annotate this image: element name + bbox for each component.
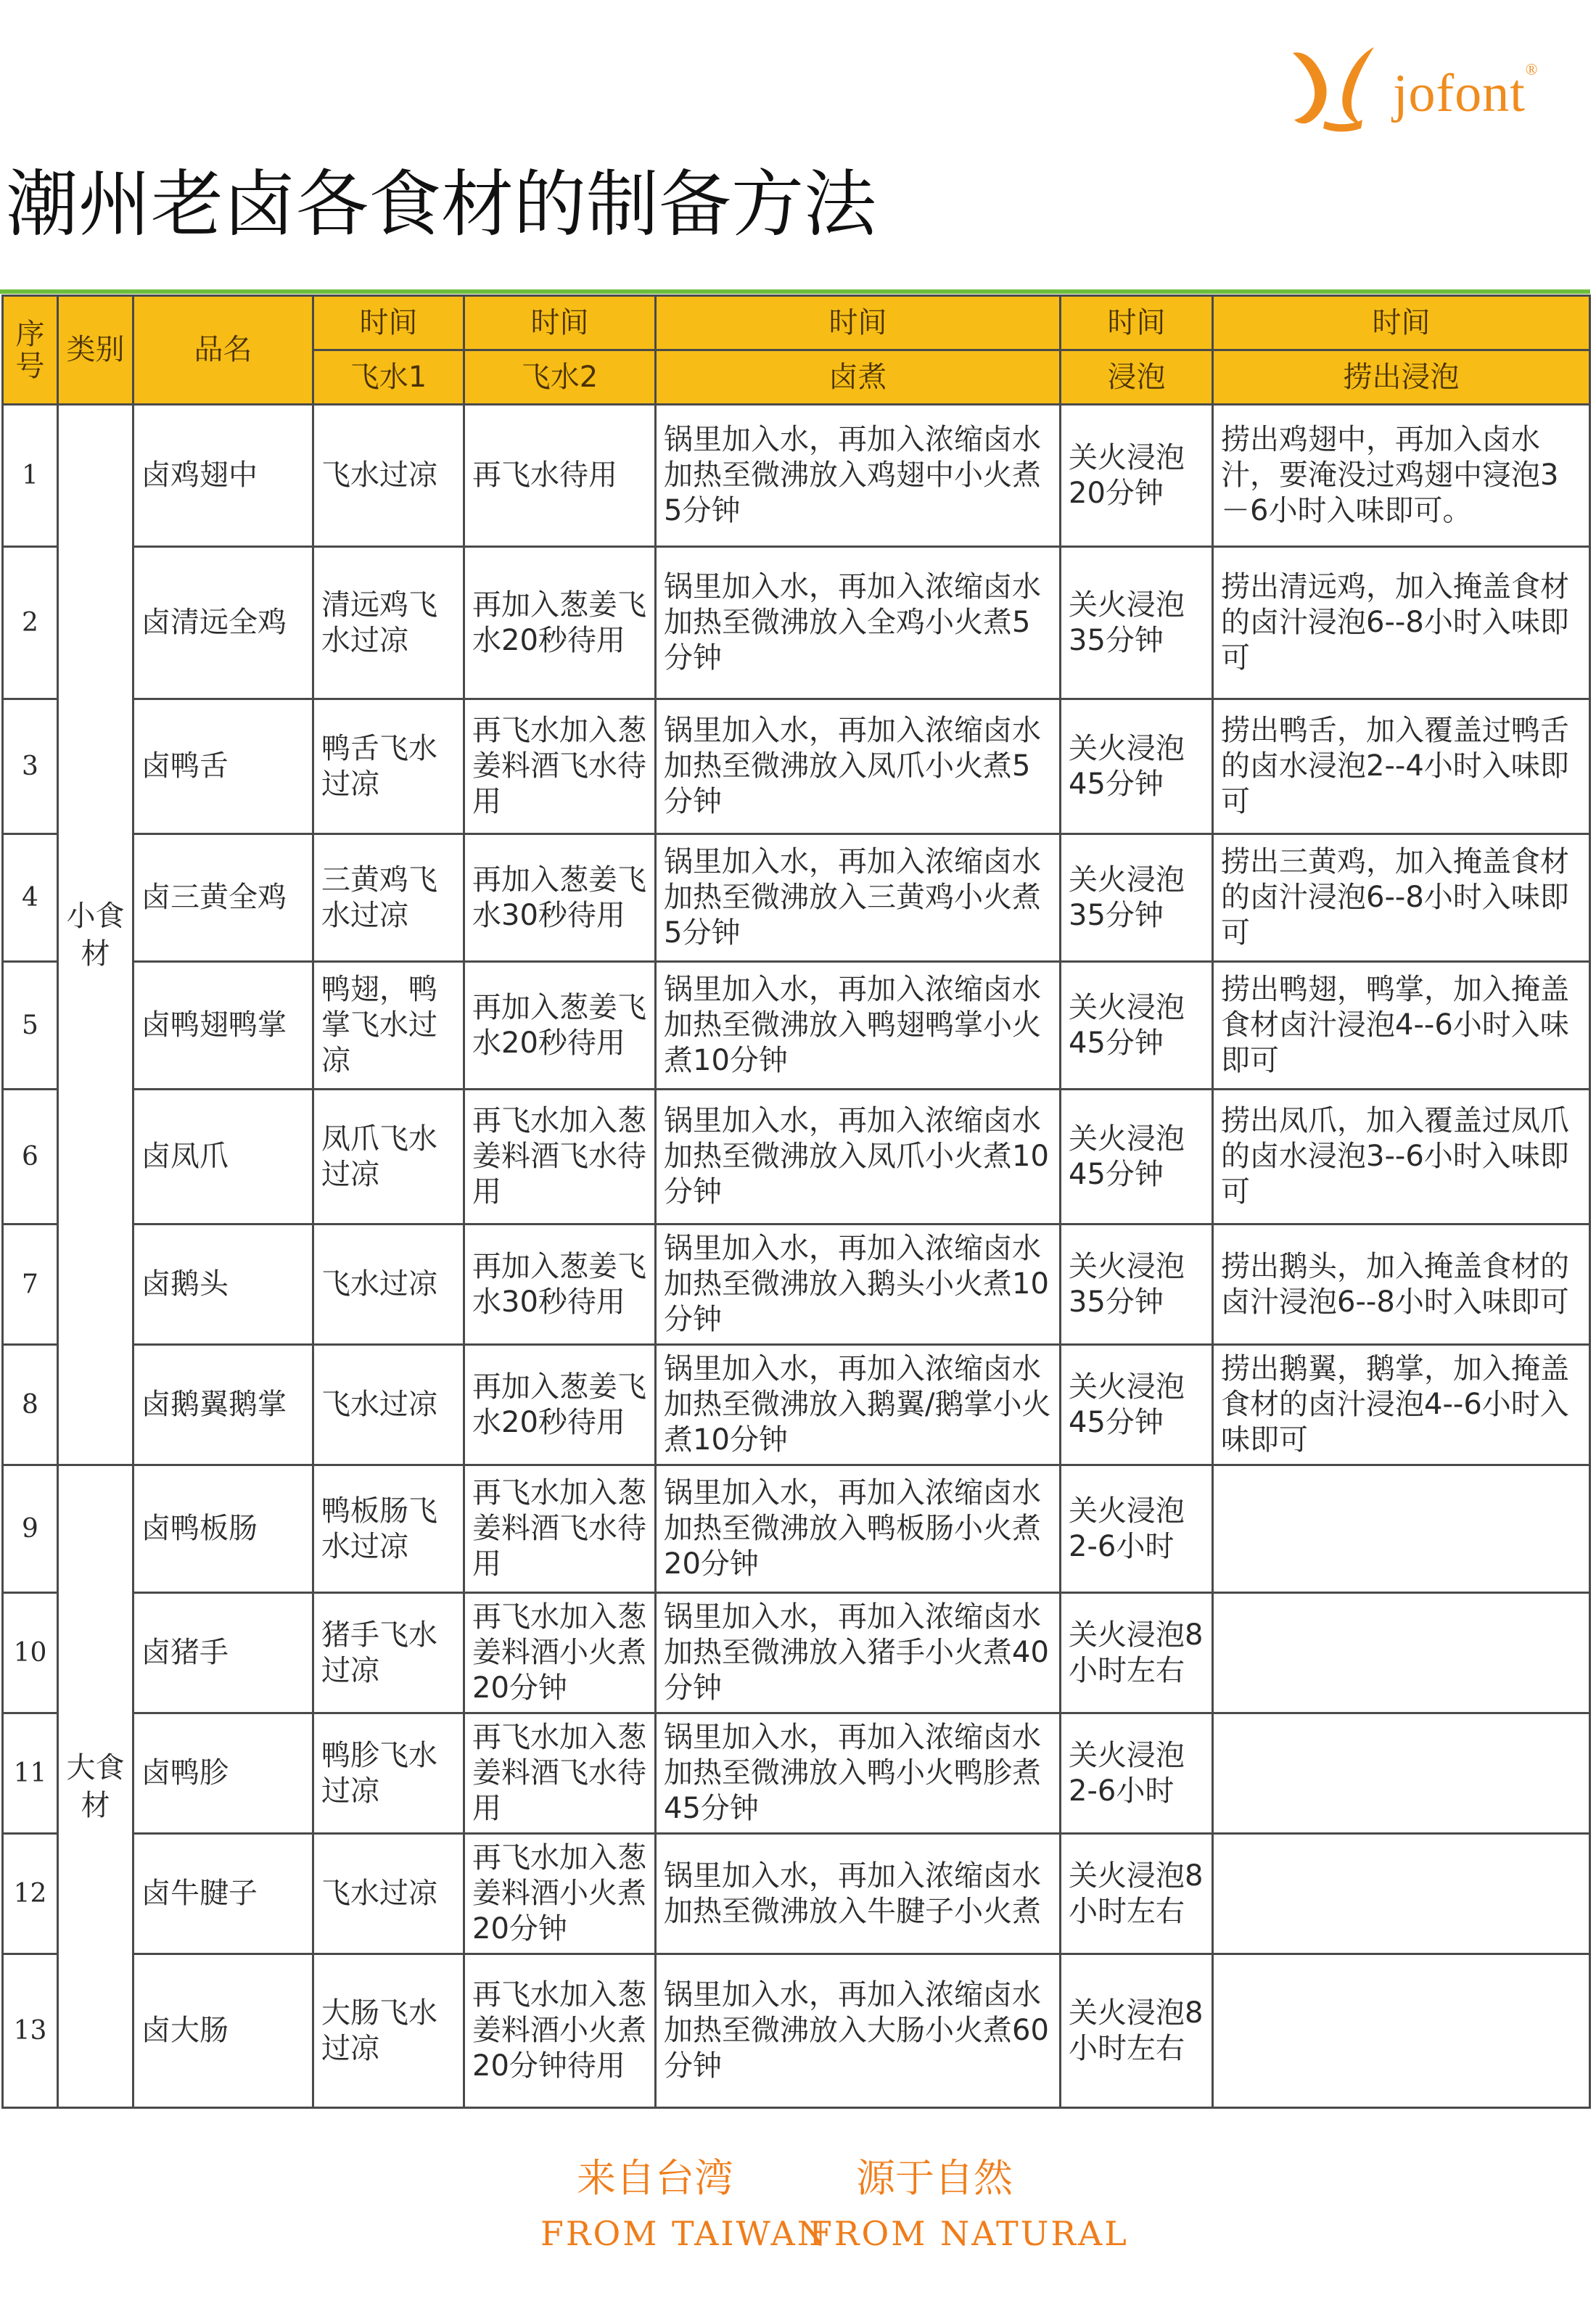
cell-name: 卤清远全鸡 [133, 547, 313, 699]
cell-name: 卤鹅翼鹅掌 [133, 1345, 313, 1465]
cell-name: 卤鸭舌 [133, 699, 313, 834]
header-time-group: 时间 [313, 296, 464, 350]
cell-flying-water-1: 飞水过凉 [313, 1224, 464, 1345]
cell-name: 卤猪手 [133, 1593, 313, 1713]
cell-soak: 关火浸泡2-6小时 [1061, 1713, 1213, 1834]
cell-name: 卤鹅头 [133, 1224, 313, 1345]
header-time-group: 时间 [1213, 296, 1590, 350]
header-time-group: 时间 [656, 296, 1061, 350]
cell-soak: 关火浸泡2-6小时 [1061, 1465, 1213, 1593]
header-num: 序号 [3, 296, 58, 405]
cell-soak: 关火浸泡45分钟 [1061, 962, 1213, 1090]
cell-remove-soak [1213, 1954, 1590, 2108]
table-row [3, 1834, 1590, 1954]
cell-braise: 锅里加入水，再加入浓缩卤水加热至微沸放入鸭小火鸭胗煮45分钟 [656, 1713, 1061, 1834]
header-name: 品名 [133, 296, 313, 405]
table-body [3, 405, 1590, 2108]
cell-flying-water-1: 飞水过凉 [313, 1834, 464, 1954]
cell-soak: 关火浸泡35分钟 [1061, 834, 1213, 962]
cell-braise: 锅里加入水，再加入浓缩卤水加热至微沸放入凤爪小火煮10分钟 [656, 1090, 1061, 1224]
table-row [3, 1224, 1590, 1345]
cell-flying-water-1: 清远鸡飞水过凉 [313, 547, 464, 699]
jofont-emblem-icon [1284, 40, 1393, 134]
table-row [3, 547, 1590, 699]
cell-soak: 关火浸泡45分钟 [1061, 1090, 1213, 1224]
cell-remove-soak: 捞出三黄鸡，加入掩盖食材的卤汁浸泡6--8小时入味即可 [1213, 834, 1590, 962]
cell-soak: 关火浸泡8小时左右 [1061, 1593, 1213, 1713]
cell-flying-water-2: 再加入葱姜飞水20秒待用 [464, 547, 656, 699]
cell-soak: 关火浸泡35分钟 [1061, 547, 1213, 699]
table-row [3, 1345, 1590, 1465]
footer-slogan-cn-left: 来自台湾 [577, 2155, 733, 2201]
cell-num: 4 [3, 834, 58, 962]
table-row [3, 699, 1590, 834]
cell-name: 卤三黄全鸡 [133, 834, 313, 962]
cell-remove-soak: 捞出鹅翼，鹅掌，加入掩盖食材的卤汁浸泡4--6小时入味即可 [1213, 1345, 1590, 1465]
cell-remove-soak [1213, 1593, 1590, 1713]
cell-remove-soak [1213, 1834, 1590, 1954]
cell-name: 卤凤爪 [133, 1090, 313, 1224]
cell-flying-water-2: 再加入葱姜飞水20秒待用 [464, 962, 656, 1090]
cell-flying-water-2: 再飞水加入葱姜料酒飞水待用 [464, 1713, 656, 1834]
cell-flying-water-2: 再飞水加入葱姜料酒飞水待用 [464, 699, 656, 834]
title-divider [0, 289, 1590, 294]
cell-remove-soak: 捞出鸭舌，加入覆盖过鸭舌的卤水浸泡2--4小时入味即可 [1213, 699, 1590, 834]
cell-soak: 关火浸泡35分钟 [1061, 1224, 1213, 1345]
cell-name: 卤鸭板肠 [133, 1465, 313, 1593]
cell-num: 5 [3, 962, 58, 1090]
cell-flying-water-1: 鸭舌飞水过凉 [313, 699, 464, 834]
cell-flying-water-1: 鸭胗飞水过凉 [313, 1713, 464, 1834]
cell-num: 13 [3, 1954, 58, 2108]
cell-flying-water-1: 凤爪飞水过凉 [313, 1090, 464, 1224]
cell-remove-soak: 捞出凤爪，加入覆盖过凤爪的卤水浸泡3--6小时入味即可 [1213, 1090, 1590, 1224]
cell-flying-water-2: 再飞水加入葱姜料酒小火煮20分钟待用 [464, 1954, 656, 2108]
table-row [3, 1593, 1590, 1713]
cell-num: 12 [3, 1834, 58, 1954]
cell-flying-water-1: 鸭板肠飞水过凉 [313, 1465, 464, 1593]
cell-remove-soak [1213, 1713, 1590, 1834]
cell-flying-water-2: 再飞水加入葱姜料酒小火煮20分钟 [464, 1834, 656, 1954]
cell-braise: 锅里加入水，再加入浓缩卤水加热至微沸放入猪手小火煮40分钟 [656, 1593, 1061, 1713]
cell-braise: 锅里加入水，再加入浓缩卤水加热至微沸放入三黄鸡小火煮5分钟 [656, 834, 1061, 962]
page-title: 潮州老卤各食材的制备方法 [6, 162, 876, 247]
header-flying-water-1: 飞水1 [313, 350, 464, 405]
cell-soak: 关火浸泡45分钟 [1061, 1345, 1213, 1465]
table-row [3, 405, 1590, 547]
table-row [3, 1954, 1590, 2108]
cell-braise: 锅里加入水，再加入浓缩卤水加热至微沸放入全鸡小火煮5分钟 [656, 547, 1061, 699]
table-row [3, 1713, 1590, 1834]
table-row [3, 1465, 1590, 1593]
cell-braise: 锅里加入水，再加入浓缩卤水加热至微沸放入凤爪小火煮5分钟 [656, 699, 1061, 834]
cell-num: 11 [3, 1713, 58, 1834]
cell-flying-water-2: 再飞水加入葱姜料酒小火煮20分钟 [464, 1593, 656, 1713]
cell-num: 9 [3, 1465, 58, 1593]
cell-num: 10 [3, 1593, 58, 1713]
table-row [3, 1090, 1590, 1224]
header-time-group: 时间 [464, 296, 656, 350]
cell-category: 大食材 [58, 1465, 133, 2108]
table-header [3, 296, 1590, 405]
cell-num: 7 [3, 1224, 58, 1345]
cell-name: 卤鸭翅鸭掌 [133, 962, 313, 1090]
footer-slogan-en-left: FROM TAIWAN [540, 2214, 829, 2253]
cell-remove-soak: 捞出鹅头，加入掩盖食材的卤汁浸泡6--8小时入味即可 [1213, 1224, 1590, 1345]
cell-flying-water-2: 再加入葱姜飞水30秒待用 [464, 1224, 656, 1345]
cell-num: 6 [3, 1090, 58, 1224]
cell-braise: 锅里加入水，再加入浓缩卤水加热至微沸放入鹅翼/鹅掌小火煮10分钟 [656, 1345, 1061, 1465]
cell-remove-soak: 捞出鸭翅，鸭掌，加入掩盖食材卤汁浸泡4--6小时入味即可 [1213, 962, 1590, 1090]
cell-name: 卤鸭胗 [133, 1713, 313, 1834]
cell-num: 8 [3, 1345, 58, 1465]
header-soak: 浸泡 [1061, 350, 1213, 405]
cell-flying-water-1: 鸭翅，鸭掌飞水过凉 [313, 962, 464, 1090]
cell-remove-soak [1213, 1465, 1590, 1593]
cell-category: 小食材 [58, 405, 133, 1465]
cell-braise: 锅里加入水，再加入浓缩卤水加热至微沸放入鸭翅鸭掌小火煮10分钟 [656, 962, 1061, 1090]
cell-flying-water-1: 猪手飞水过凉 [313, 1593, 464, 1713]
preparation-table [1, 295, 1591, 2109]
cell-flying-water-2: 再飞水加入葱姜料酒飞水待用 [464, 1465, 656, 1593]
cell-soak: 关火浸泡8小时左右 [1061, 1954, 1213, 2108]
header-time-group: 时间 [1061, 296, 1213, 350]
cell-braise: 锅里加入水，再加入浓缩卤水加热至微沸放入鸭板肠小火煮20分钟 [656, 1465, 1061, 1593]
cell-remove-soak: 捞出鸡翅中，再加入卤水汁，要淹没过鸡翅中寖泡3－6小时入味即可。 [1213, 405, 1590, 547]
cell-flying-water-1: 飞水过凉 [313, 1345, 464, 1465]
jofont-logo [1284, 40, 1560, 134]
cell-braise: 锅里加入水，再加入浓缩卤水加热至微沸放入鸡翅中小火煮5分钟 [656, 405, 1061, 547]
cell-flying-water-2: 再加入葱姜飞水20秒待用 [464, 1345, 656, 1465]
table-row [3, 834, 1590, 962]
cell-soak: 关火浸泡20分钟 [1061, 405, 1213, 547]
cell-soak: 关火浸泡8小时左右 [1061, 1834, 1213, 1954]
cell-num: 3 [3, 699, 58, 834]
cell-soak: 关火浸泡45分钟 [1061, 699, 1213, 834]
cell-braise: 锅里加入水，再加入浓缩卤水加热至微沸放入牛腱子小火煮 [656, 1834, 1061, 1954]
cell-remove-soak: 捞出清远鸡，加入掩盖食材的卤汁浸泡6--8小时入味即可 [1213, 547, 1590, 699]
cell-flying-water-2: 再加入葱姜飞水30秒待用 [464, 834, 656, 962]
cell-name: 卤鸡翅中 [133, 405, 313, 547]
cell-name: 卤牛腱子 [133, 1834, 313, 1954]
table-row [3, 962, 1590, 1090]
cell-flying-water-1: 三黄鸡飞水过凉 [313, 834, 464, 962]
cell-flying-water-1: 飞水过凉 [313, 405, 464, 547]
header-flying-water-2: 飞水2 [464, 350, 656, 405]
header-category: 类别 [58, 296, 133, 405]
cell-num: 2 [3, 547, 58, 699]
footer-slogan-en-right: FROM NATURAL [809, 2214, 1129, 2253]
cell-num: 1 [3, 405, 58, 547]
brand-name: jofont® [1393, 60, 1539, 123]
cell-braise: 锅里加入水，再加入浓缩卤水加热至微沸放入鹅头小火煮10分钟 [656, 1224, 1061, 1345]
cell-braise: 锅里加入水，再加入浓缩卤水加热至微沸放入大肠小火煮60分钟 [656, 1954, 1061, 2108]
cell-flying-water-2: 再飞水待用 [464, 405, 656, 547]
footer-slogan-cn-right: 源于自然 [856, 2155, 1013, 2201]
cell-name: 卤大肠 [133, 1954, 313, 2108]
header-remove-soak: 捞出浸泡 [1213, 350, 1590, 405]
cell-flying-water-2: 再飞水加入葱姜料酒飞水待用 [464, 1090, 656, 1224]
cell-flying-water-1: 大肠飞水过凉 [313, 1954, 464, 2108]
header-braise: 卤煮 [656, 350, 1061, 405]
